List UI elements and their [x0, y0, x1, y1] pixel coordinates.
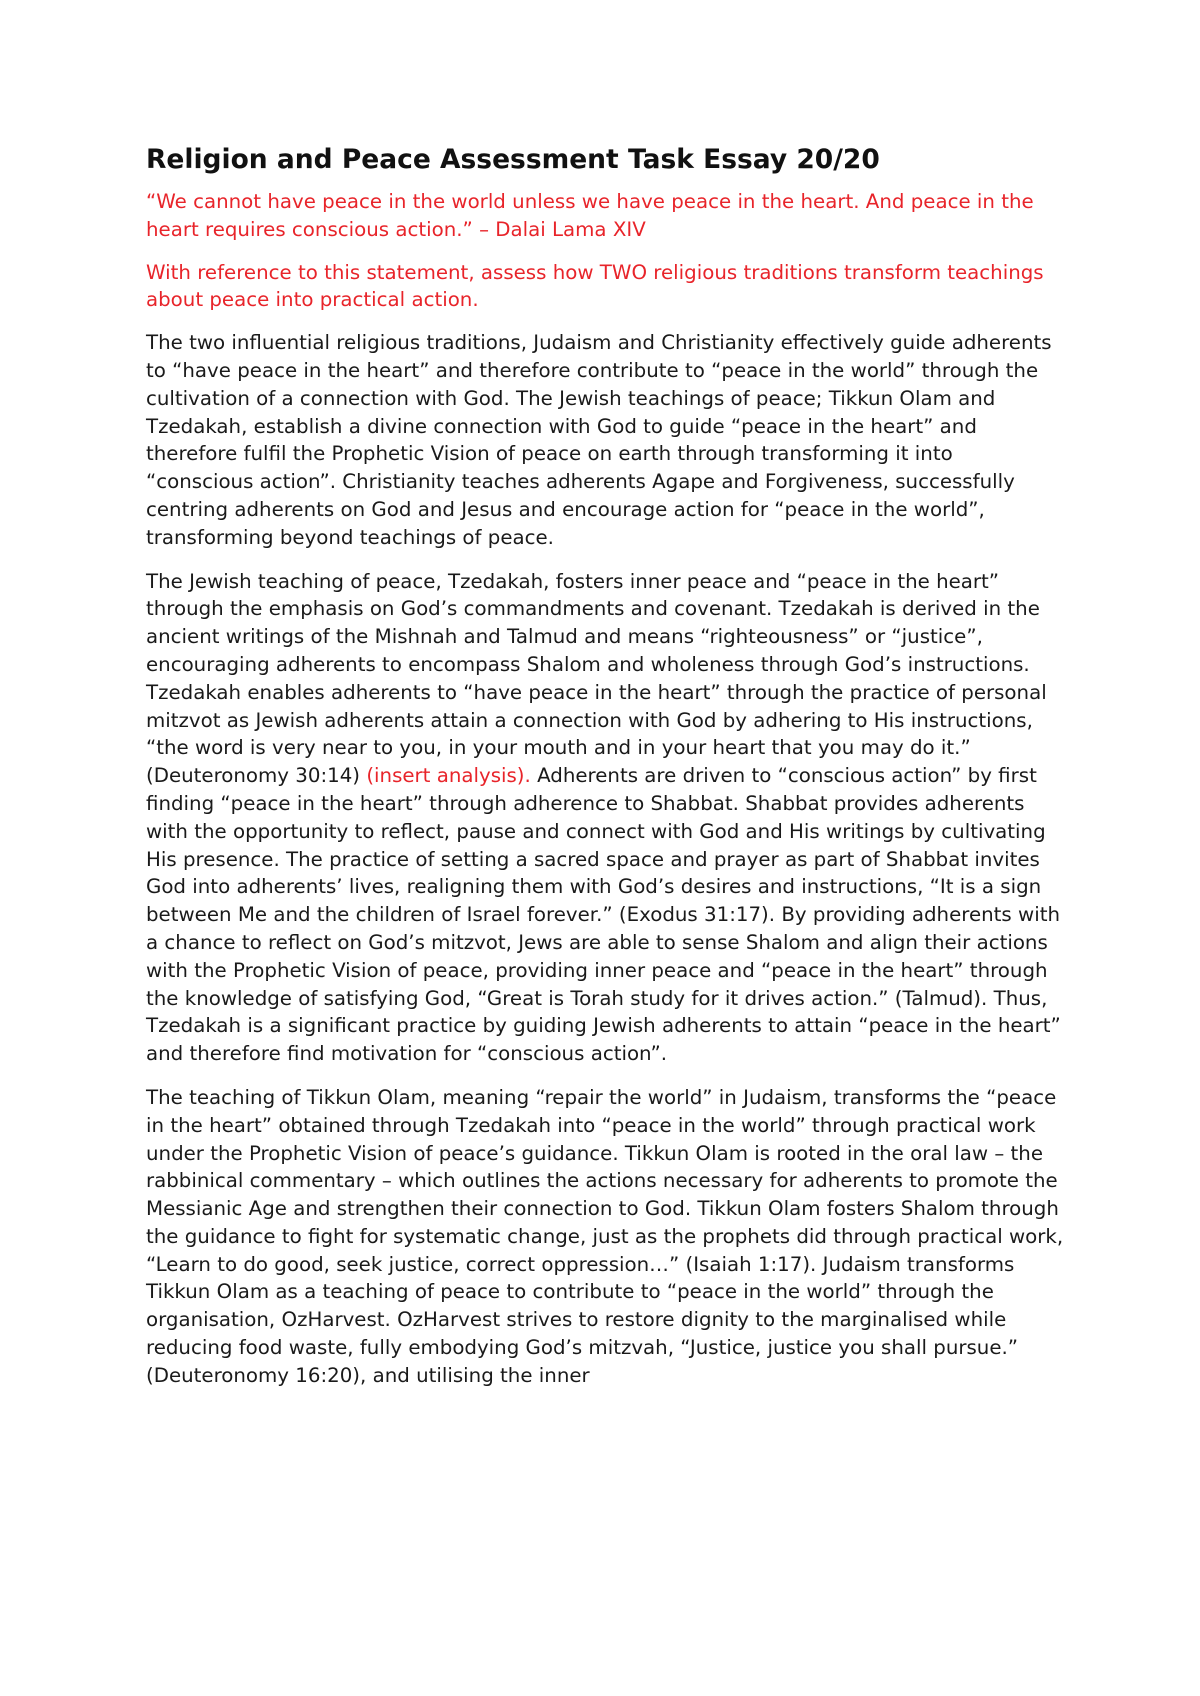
essay-title: Religion and Peace Assessment Task Essay 20/20 [146, 144, 880, 175]
paragraph-tikkun-olam: The teaching of Tikkun Olam, meaning “repair the world” in Judaism, transforms the “peace in the heart” obtained through Tzedakah into “peace in the world” through practical work under the Prophetic Vision of peace’s guidance. Tikkun Olam is rooted in the oral law – the rabbinical commentary – which outlines the actions necessary for adherents to promote the Messianic Age and strengthen their connection to God. Tikkun Olam fosters Shalom through the guidance to fight for systematic change, just as the prophets did through practical work, “Learn to do good, seek justice, correct oppression…” (Isaiah 1:17). Judaism transforms Tikkun Olam as a teaching of peace to contribute to “peace in the world” through the organisation, OzHarvest. OzHarvest strives to restore dignity to the marginalised while reducing food waste, fully embodying God’s mitzvah, “Justice, justice you shall pursue.” (Deuteronomy 16:20), and utilising the inner [146, 1085, 1064, 1387]
essay-question: With reference to this statement, assess how TWO religious traditions transform teachings about peace into practical action. [146, 260, 1044, 312]
paragraph-tzedakah-text-b: Adherents are driven to “conscious action” by first finding “peace in the heart” through adherence to Shabbat. Shabbat provides adherents with the opportunity to reflect, pause and connect with God and His writings by cultivating His presence. The practice of setting a sacred space and prayer as part of Shabbat invites God into adherents’ lives, realigning them with God’s desires and instructions, “It is a sign between Me and the children of Israel forever.” (Exodus 31:17). By providing adherents with a chance to reflect on God’s mitzvot, Jews are able to sense Shalom and align their actions with the Prophetic Vision of peace, providing inner peace and “peace in the heart” through the knowledge of satisfying God, “Great is Torah study for it drives action.” (Talmud). Thus, Tzedakah is a significant practice by guiding Jewish adherents to attain “peace in the heart” and therefore find motivation for “conscious action”. [146, 764, 1061, 1066]
paragraph-introduction: The two influential religious traditions, Judaism and Christianity effectively guide adherents to “have peace in the heart” and therefore contribute to “peace in the world” through the cultivation of a connection with God. The Jewish teachings of peace; Tikkun Olam and Tzedakah, establish a divine connection with God to guide “peace in the heart” and therefore fulfil the Prophetic Vision of peace on earth through transforming it into “conscious action”. Christianity teaches adherents Agape and Forgiveness, successfully centring adherents on God and Jesus and encourage action for “peace in the world”, transforming beyond teachings of peace. [146, 331, 1052, 549]
paragraph-tzedakah [146, 568, 1066, 1068]
insert-analysis-note: (insert analysis). [366, 764, 531, 788]
essay-page [146, 142, 1066, 1406]
essay-quote: “We cannot have peace in the world unless we have peace in the heart. And peace in the heart requires conscious action.” – Dalai Lama XIV [146, 190, 1034, 241]
paragraph-tzedakah-text-a: The Jewish teaching of peace, Tzedakah, fosters inner peace and “peace in the heart” through the emphasis on God’s commandments and covenant. Tzedakah is derived in the ancient writings of the Mishnah and Talmud and means “righteousness” or “justice”, encouraging adherents to encompass Shalom and wholeness through God’s instructions. Tzedakah enables adherents to “have peace in the heart” through the practice of personal mitzvot as Jewish adherents attain a connection with God by adhering to His instructions, “the word is very near to you, in your mouth and in your heart that you may do it.” (Deuteronomy 30:14) [146, 569, 1047, 788]
